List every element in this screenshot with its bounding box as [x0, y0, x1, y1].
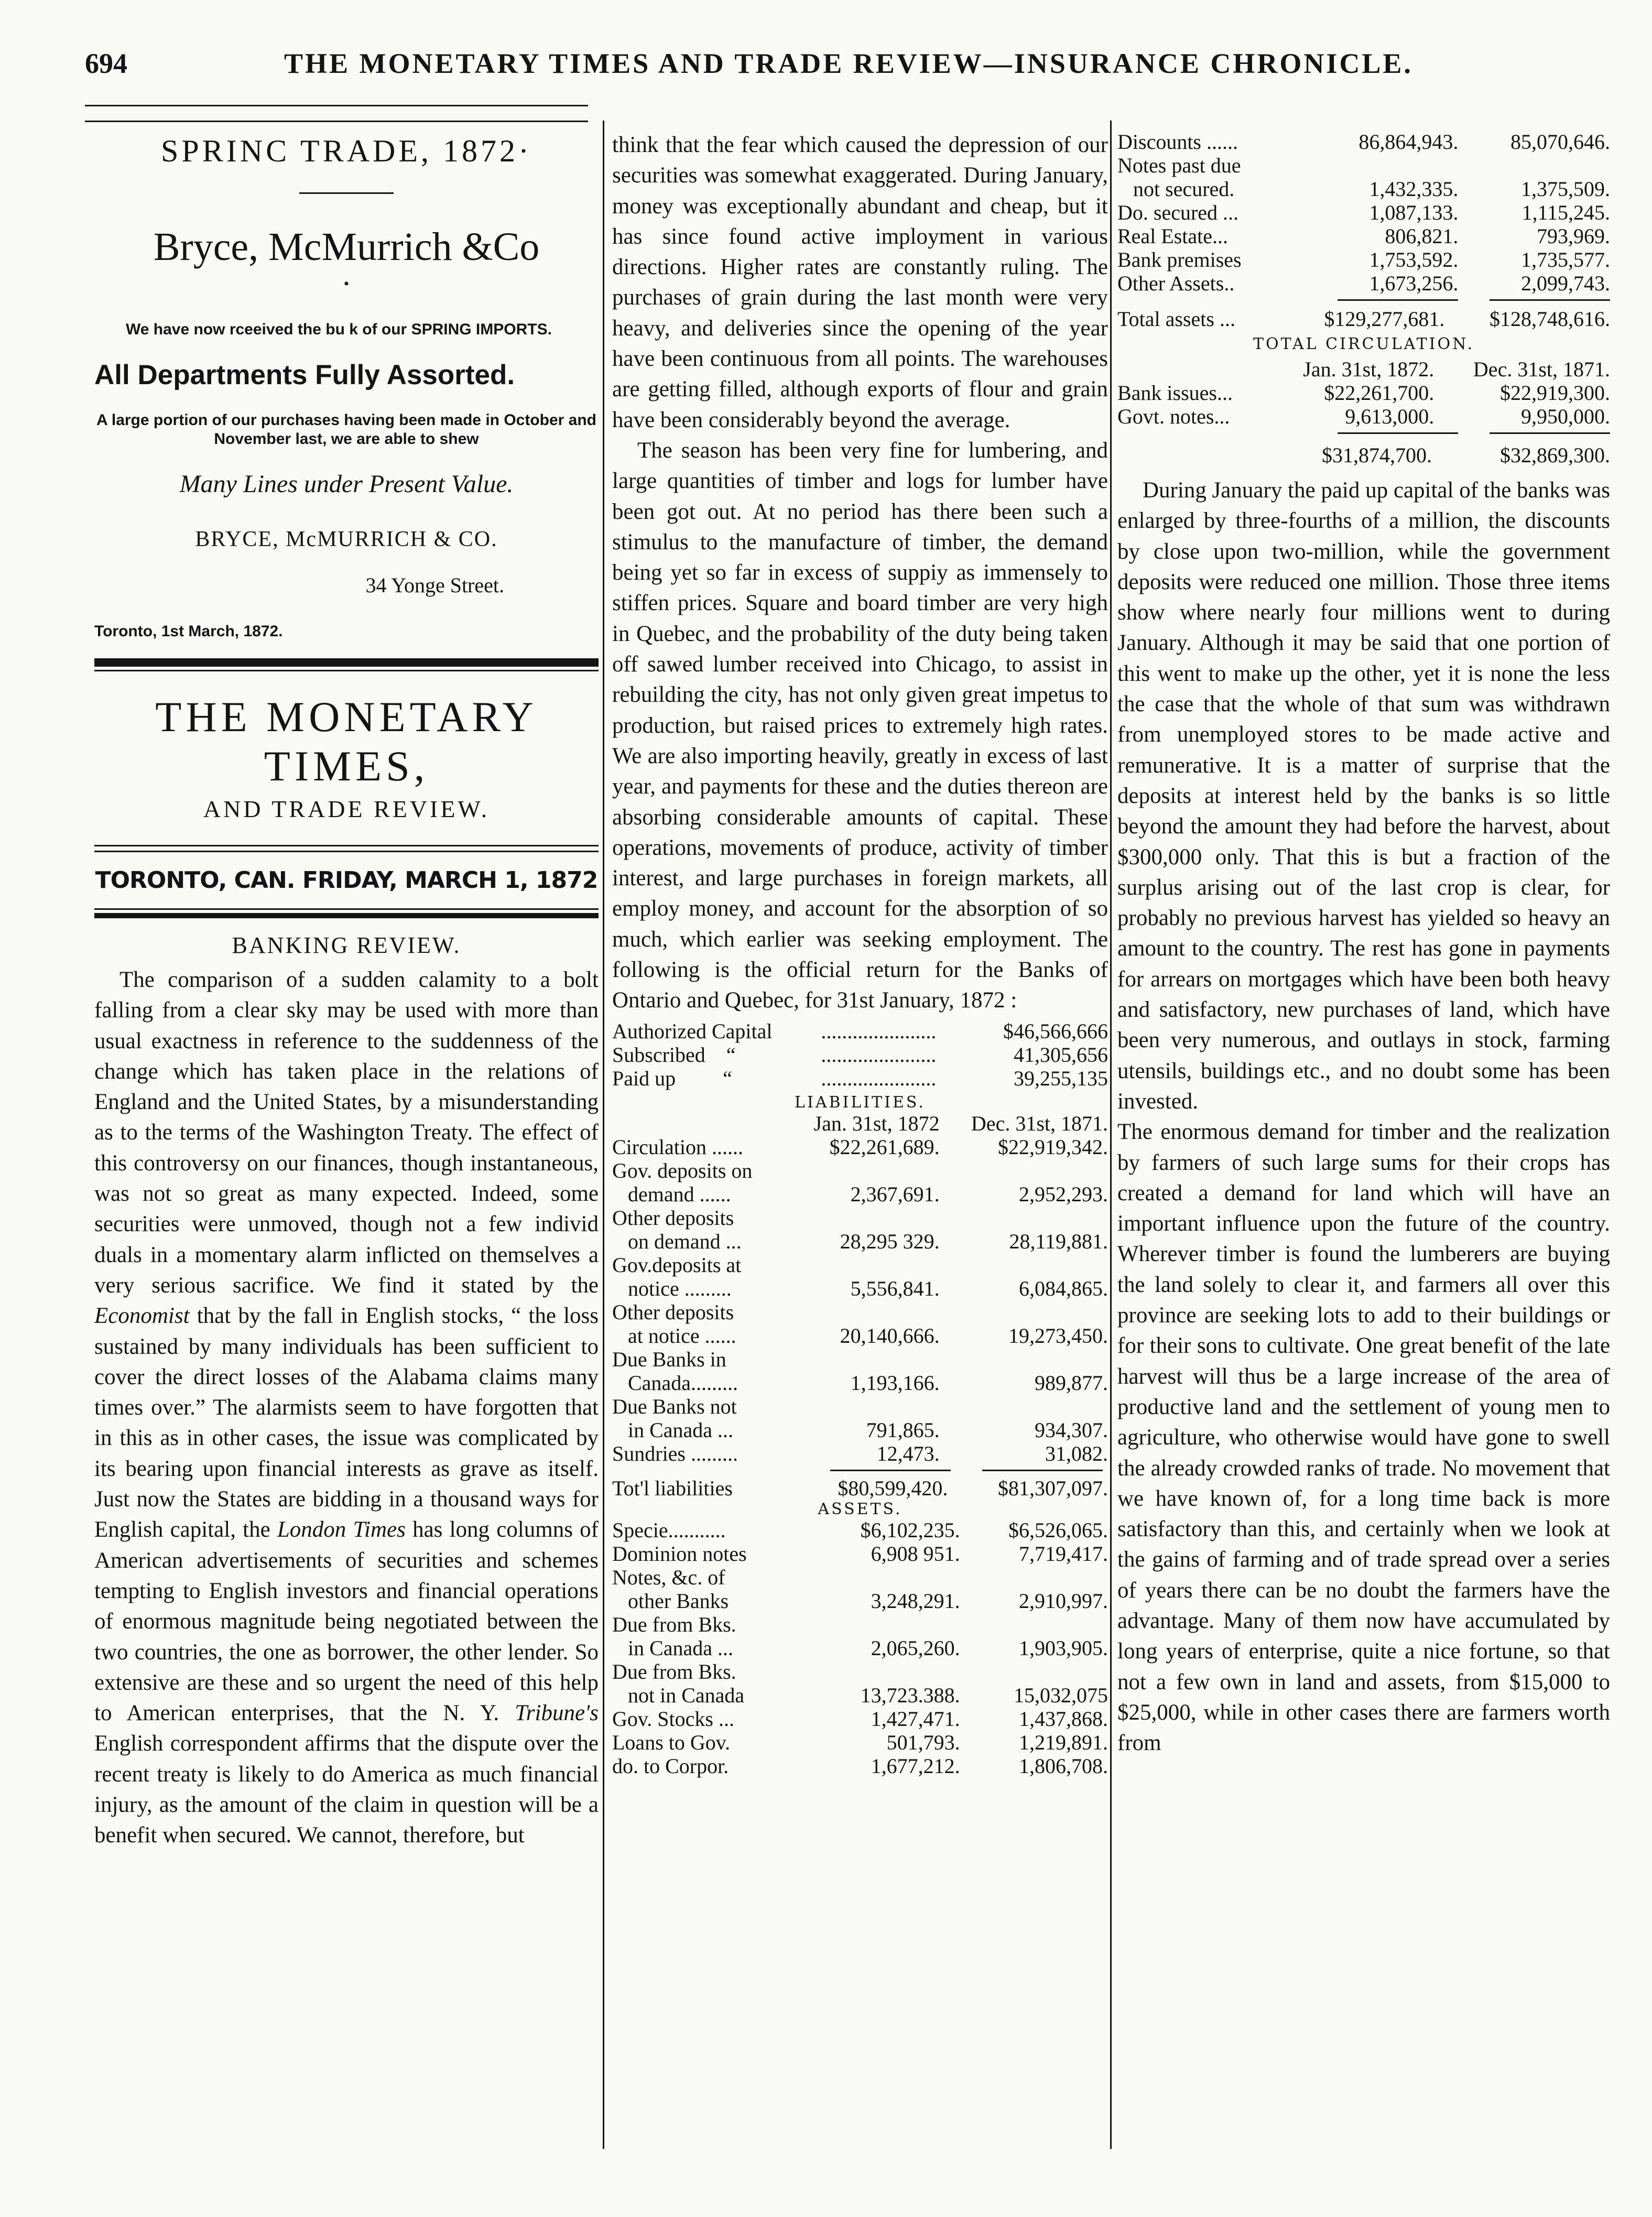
table-row: [612, 1566, 1108, 1613]
value-cell: 1,806,708.: [1019, 1754, 1108, 1778]
value-cell: 1,903,905.: [1019, 1636, 1108, 1660]
value-cell: 2,910,997.: [1019, 1589, 1108, 1613]
capital-label: Authorized Capital: [612, 1019, 773, 1043]
ad-date: Toronto, 1st March, 1872.: [94, 623, 283, 640]
ad-firm-name: Bryce, McMurrich &Co: [153, 225, 540, 269]
ad-received: We have now rceeived the bu k of our SPRING IMPORTS.: [126, 321, 552, 338]
col2-paragraph-2: The season has been very fine for lumbering, and large quantities of timber and logs for lumber have been got out. At no period has there been such a stimulus to the manufacture of timber, the demand being yet so far in excess of suppiy as immensely to stiffen prices. Square and board timber are very high in Quebec, and the probability of the duty being taken off sawed lumber received into Chicago, to assist in rebuilding the city, has not only given great impetus to production, but raised prices to extremely high rates. We are also importing heavily, greatly in excess of last year, and payments for these and the duties thereon are absorbing considerable amounts of capital. These operations, movements of produce, activity of timber interest, and large purchases in foreign markets, all employ money, and account for the absorption of so much, which earlier was seeking employment. The following is the official return for the Banks of Ontario and Quebec, for 31st January, 1872 :: [612, 438, 1108, 1013]
column-header: Jan. 31st, 1872.: [1303, 357, 1434, 381]
column-2: [612, 130, 1108, 2144]
value-cell: 1,219,891.: [1019, 1730, 1108, 1754]
row-label-line: do. to Corpor.: [612, 1754, 729, 1778]
row-label: [612, 1754, 812, 1778]
column-3: [1117, 130, 1610, 2144]
capital-label: Paid up: [612, 1066, 676, 1090]
value-cell: 989,877.: [1035, 1371, 1108, 1395]
running-title: THE MONETARY TIMES AND TRADE REVIEW—INSURANCE CHRONICLE.: [284, 48, 1413, 79]
value-cell: $22,919,342.: [998, 1135, 1108, 1159]
table-row: [1117, 224, 1610, 248]
row-label-line: Gov. deposits on: [612, 1158, 753, 1182]
table-row: [612, 1019, 1108, 1043]
economist-title: Economist: [94, 1303, 190, 1329]
row-label-line: Notes past due: [1117, 154, 1241, 177]
value-cell: $6,102,235.: [860, 1518, 960, 1542]
value-cell: 7,719,417.: [1019, 1541, 1108, 1566]
row-label: [1117, 405, 1266, 428]
row-label: [612, 1707, 812, 1731]
value-cell: 12,473.: [876, 1441, 940, 1465]
row-label-line: Bank issues...: [1117, 381, 1233, 405]
total-value: $31,874,700.: [1322, 443, 1432, 467]
masthead-subtitle: AND TRADE REVIEW.: [203, 796, 490, 822]
row-label-line: Notes, &c. of: [612, 1565, 725, 1589]
table-row: [612, 1067, 1108, 1090]
table-row: [1117, 443, 1610, 467]
value-cell: 19,273,450.: [1008, 1323, 1108, 1347]
row-label-line: on demand ...: [628, 1229, 742, 1253]
value-cell: 791,865.: [866, 1418, 940, 1442]
liabilities-title: LIABILITIES.: [795, 1093, 926, 1112]
row-label: [1117, 381, 1266, 405]
row-label: [612, 1347, 785, 1395]
ad-divider: [299, 192, 394, 194]
total-rule: [1338, 432, 1458, 434]
table-row: [612, 1300, 1108, 1347]
table-row: [612, 1043, 1108, 1067]
value-cell: 2,065,260.: [871, 1636, 960, 1660]
table-row: [612, 1135, 1108, 1159]
row-label: [612, 1253, 785, 1300]
dots: ......................: [821, 1042, 937, 1067]
row-label-line: Sundries .........: [612, 1441, 738, 1465]
table-row: [612, 1159, 1108, 1206]
row-label: [1117, 130, 1307, 154]
p1c-text: has long columns of American advertisements of securities and schemes tempting to English investors and financial operations of enormous magnitude being negotiated between the two countries, the one as borrower, the other lender. So extensive are these and so urgent the need of this help to American enterprises, that the N. Y.: [94, 1517, 599, 1726]
p1-text: The comparison of a sudden calamity to a bolt falling from a clear sky may be used with more than usual exactness in reference to the suddenness of the change which has taken place in the relations of England and the United States, by a misunderstanding as to the terms of the Washington Treaty. The effect of this controversy on our finances, though instantaneous, was not so great as many expected. Indeed, some securities were unmoved, though not a few individ duals in a momentary alarm inflicted on themselves a very serious sacrifice. We find it stated by the: [94, 968, 599, 1298]
ad-address: 34 Yonge Street.: [365, 573, 504, 597]
row-label-line: Dominion notes: [612, 1541, 747, 1566]
total-value: $129,277,681.: [1324, 307, 1445, 331]
section-title: BANKING REVIEW.: [232, 932, 461, 958]
masthead: [94, 692, 599, 823]
row-label-line: Due Banks not: [612, 1394, 737, 1418]
total-value: $80,599,420.: [838, 1476, 948, 1500]
row-label-line: Circulation ......: [612, 1135, 743, 1159]
page-number: 694: [85, 48, 127, 79]
table-row: [612, 1613, 1108, 1660]
header-rule: [85, 105, 588, 106]
ad-departments: All Departments Fully Assorted.: [94, 360, 515, 390]
row-label-line: notice .........: [628, 1276, 732, 1300]
thick-rule: [94, 658, 599, 667]
table-row: [612, 1476, 1108, 1500]
dots: ......................: [821, 1019, 937, 1043]
row-label: [612, 1206, 785, 1253]
column-header: Dec. 31st, 1871.: [971, 1111, 1108, 1135]
table-row: [612, 1754, 1108, 1778]
table-row: [1117, 271, 1610, 295]
value-cell: 1,193,166.: [850, 1371, 940, 1395]
value-cell: 28,119,881.: [1009, 1229, 1108, 1253]
capital-label-cell: [612, 1067, 821, 1090]
row-label: [612, 1566, 812, 1613]
value-cell: 1,432,335.: [1369, 177, 1459, 201]
date-rule-2: [94, 913, 599, 918]
row-label-line: Gov.deposits at: [612, 1253, 742, 1277]
table-row: [1117, 307, 1610, 331]
ad-heading: SPRINC TRADE, 1872·: [161, 134, 532, 168]
blank-cell: [1117, 443, 1254, 467]
capital-value: 41,305,656: [1014, 1042, 1108, 1067]
row-label-line: Other Assets..: [1117, 271, 1235, 295]
row-label: [612, 1613, 812, 1660]
circulation-table: [1117, 357, 1610, 428]
row-label-line: Other deposits: [612, 1205, 734, 1230]
ad-signature: BRYCE, McMURRICH & CO.: [195, 527, 498, 551]
value-cell: 13,723.388.: [860, 1683, 960, 1707]
value-cell: 1,375,509.: [1521, 177, 1610, 201]
total-rule: [1490, 432, 1610, 434]
ditto-mark: “: [726, 1042, 736, 1067]
table-row: [612, 1206, 1108, 1253]
column-1: [94, 130, 599, 2144]
liabilities-table: [612, 1112, 1108, 1465]
blank-cell: [1117, 357, 1266, 381]
value-cell: 1,753,592.: [1369, 248, 1459, 271]
table-row: [1117, 154, 1610, 201]
dots: ......................: [821, 1066, 937, 1090]
mast-rule-1: [94, 845, 599, 846]
page-header: [85, 47, 1615, 94]
capital-label: Subscribed: [612, 1042, 705, 1067]
dateline: TORONTO, CAN. FRIDAY, MARCH 1, 1872: [95, 867, 598, 894]
header-rule-short: [85, 121, 588, 122]
col3-paragraph-2: The enormous demand for timber and the realization by farmers of such large sums for their crops has created a demand for land which will have an important influence upon the future of the country. Wherever timber is found the lumberers are buying the land solely to clear it, and farmers all over this province are seeking lots to add to their buildings or for their sons to cultivate. One great benefit of the late harvest will thus be a large increase of the area of productive land and the settlement of young men to agriculture, who otherwise would have gone to swell the already crowded ranks of trade. No movement that we have known of, for a long time back is more satisfactory than this, and certainly when we look at the gains of farming and of trade spread over a series of years there can be no doubt the farmers have the advantage. Many of them now have accumulated by long years of enterprise, quite a nice fortune, so that not a few own in land and assets, from $15,000 to $25,000, while in other cases there are farmers worth from: [1117, 1120, 1610, 1756]
row-label: [612, 1300, 785, 1347]
value-cell: 6,084,865.: [1019, 1276, 1108, 1300]
row-label-line: not in Canada: [628, 1683, 745, 1707]
table-row: [612, 1518, 1108, 1542]
capital-label-cell: [612, 1043, 821, 1067]
row-label: [1117, 201, 1307, 224]
table-row: [1117, 405, 1610, 428]
value-cell: 2,367,691.: [850, 1182, 940, 1206]
thin-rule: [94, 670, 599, 671]
row-label-line: Specie...........: [612, 1518, 726, 1542]
total-value: $32,869,300.: [1500, 443, 1610, 467]
assets-title: ASSETS.: [818, 1499, 903, 1518]
row-label-line: Canada.........: [628, 1371, 738, 1395]
table-row: [1117, 130, 1610, 154]
row-label-line: Gov. Stocks ...: [612, 1707, 734, 1731]
article-paragraph-1: [94, 965, 599, 1851]
row-label-line: in Canada ...: [628, 1418, 734, 1442]
value-cell: 31,082.: [1045, 1441, 1108, 1465]
value-cell: 86,864,943.: [1358, 130, 1459, 154]
value-cell: 1,115,245.: [1521, 201, 1610, 224]
column-rule-right: [1110, 121, 1112, 2149]
table-row: [1117, 248, 1610, 271]
table-row: [612, 1707, 1108, 1731]
value-cell: 934,307.: [1035, 1418, 1108, 1442]
capital-value: $46,566,666: [1003, 1019, 1108, 1043]
p1b-text: that by the fall in English stocks, “ the loss sustained by many individuals has been sufficient to cover the direct losses of the Alabama claims many times over.” The alarmists seem to have forgotten that in this as in other cases, the issue was complicated by its bearing upon financial interests as grave as itself. Just now the States are bidding in a thousand ways for English capital, the: [94, 1303, 599, 1542]
table-row: [612, 1731, 1108, 1754]
value-cell: $22,261,689.: [829, 1135, 940, 1159]
assets-total-table: [1117, 307, 1610, 331]
col2-paragraph-1: think that the fear which caused the depression of our securities was somewhat exaggerated. During January, money was exceptionally abundant and cheap, but it has since found active imployment in various directions. Higher rates are constantly ruling. The purchases of grain during the last month were very heavy, and deliveries since the opening of the year have been continuous from all points. The warehouses are getting filled, although exports of flour and grain have been considerably beyond the average.: [612, 133, 1108, 432]
table-row: [1117, 381, 1610, 405]
table-row: [612, 1347, 1108, 1395]
value-cell: $22,919,300.: [1500, 381, 1610, 405]
capital-value: 39,255,135: [1014, 1066, 1108, 1090]
liab-total-rules: [612, 1470, 1108, 1471]
blank-cell: [612, 1112, 785, 1135]
value-cell: 806,821.: [1385, 224, 1459, 248]
value-cell: 1,677,212.: [871, 1754, 960, 1778]
row-label: [1117, 248, 1307, 271]
value-cell: 501,793.: [886, 1730, 960, 1754]
column-rule-left: [603, 121, 604, 2149]
row-label-line: Due from Bks.: [612, 1612, 736, 1636]
advertisement: [94, 133, 599, 640]
row-label-line: Due from Bks.: [612, 1659, 736, 1683]
date-rule-1: [94, 908, 599, 910]
ditto-mark: “: [723, 1066, 732, 1090]
row-label: [612, 1518, 812, 1542]
table-row: [612, 1395, 1108, 1442]
ad-purchases: A large portion of our purchases having been made in October and November last, we are able to shew: [96, 411, 597, 448]
row-label-line: Other deposits: [612, 1300, 734, 1324]
ad-lines: Many Lines under Present Value.: [179, 470, 514, 498]
row-label-line: Real Estate...: [1117, 224, 1229, 248]
masthead-title: THE MONETARY TIMES,: [155, 693, 538, 790]
p1d-text: English correspondent affirms that the dispute over the recent treaty is likely to do America as much financial injury, as the amount of the claim in question will be a benefit when secured. We cannot, therefore, but: [94, 1731, 599, 1848]
table-row: [612, 1442, 1108, 1465]
assets-table: [612, 1518, 1108, 1778]
value-cell: 1,427,471.: [871, 1707, 960, 1731]
value-cell: 3,248,291.: [871, 1589, 960, 1613]
value-cell: 85,070,646.: [1510, 130, 1610, 154]
table-row: [1117, 201, 1610, 224]
row-label-line: Govt. notes...: [1117, 405, 1230, 428]
value-cell: 9,613,000.: [1345, 405, 1434, 428]
row-label: [1117, 154, 1307, 201]
column-header: Jan. 31st, 1872: [813, 1111, 940, 1135]
value-cell: 2,099,743.: [1521, 271, 1610, 295]
row-label: [612, 1395, 785, 1442]
value-cell: 2,952,293.: [1019, 1182, 1108, 1206]
row-label-line: other Banks: [628, 1589, 729, 1613]
row-label-line: Bank premises: [1117, 248, 1242, 271]
total-label: Tot'l liabilities: [612, 1476, 733, 1500]
row-label-line: Loans to Gov.: [612, 1730, 731, 1754]
assets-table-continued: [1117, 130, 1610, 295]
row-label-line: not secured.: [1133, 177, 1235, 201]
table-header-row: [1117, 357, 1610, 381]
value-cell: 20,140,666.: [840, 1323, 940, 1347]
value-cell: 15,032,075: [1014, 1683, 1108, 1707]
total-label: Total assets ...: [1117, 307, 1235, 331]
value-cell: 1,735,577.: [1521, 248, 1610, 271]
total-rule: [830, 1470, 951, 1471]
value-cell: 793,969.: [1537, 224, 1610, 248]
london-times-title: London Times: [277, 1517, 406, 1542]
row-label-line: demand ......: [628, 1182, 731, 1206]
value-cell: 28,295 329.: [840, 1229, 940, 1253]
value-cell: 1,673,256.: [1369, 271, 1459, 295]
row-label: [612, 1159, 785, 1206]
row-label-line: Do. secured ...: [1117, 201, 1239, 224]
value-cell: $6,526,065.: [1008, 1518, 1108, 1542]
column-header: Dec. 31st, 1871.: [1473, 357, 1610, 381]
row-label: [612, 1731, 812, 1754]
row-label-line: at notice ......: [628, 1323, 736, 1347]
value-cell: 6,908 951.: [871, 1541, 960, 1566]
assets-total-rules: [1117, 299, 1610, 301]
row-label-line: in Canada ...: [628, 1636, 734, 1660]
circ-total-rules: [1117, 432, 1610, 434]
tribune-title: Tribune's: [515, 1701, 599, 1726]
value-cell: 5,556,841.: [850, 1276, 940, 1300]
total-rule: [1490, 299, 1610, 301]
row-label: [612, 1135, 785, 1159]
bullet: •: [343, 275, 350, 292]
row-label-line: Due Banks in: [612, 1347, 726, 1371]
circulation-title: TOTAL CIRCULATION.: [1253, 335, 1474, 353]
col3-paragraph-1: During January the paid up capital of the banks was enlarged by three-fourths of a million, the discounts by close upon two-million, while the government deposits were reduced one million. Those three items show where nearly four millions went to during January. Although it may be said that one portion of this went to make up the other, yet it is none the less the case that the whole of that sum was withdrawn from unemployed stores to be made active and remunerative. It is a matter of surprise that the deposits at interest held by the banks is so little beyond the amount they had before the harvest, about $300,000 only. That this is but a fraction of the surplus arising out of the last crop is clear, for probably no previous harvest has yielded so heavy an amount to the country. The rest has gone in payments for arrears on mortgages which have been both heavy and satisfactory, new purchases of land, which have been very numerous, and outlays in stock, farming utensils, buildings etc., and no doubt some has been invested.: [1117, 478, 1610, 1114]
total-value: $81,307,097.: [998, 1476, 1108, 1500]
table-row: [612, 1253, 1108, 1300]
value-cell: 1,087,133.: [1369, 201, 1459, 224]
value-cell: $22,261,700.: [1324, 381, 1434, 405]
row-label: [1117, 224, 1307, 248]
row-label-line: Discounts ......: [1117, 130, 1238, 154]
table-row: [612, 1542, 1108, 1566]
total-rule: [982, 1470, 1103, 1471]
row-label: [1117, 271, 1307, 295]
table-row: [612, 1660, 1108, 1707]
total-value: $128,748,616.: [1490, 307, 1610, 331]
circulation-total-table: [1117, 443, 1610, 467]
mast-rule-2: [94, 851, 599, 852]
value-cell: 1,437,868.: [1019, 1707, 1108, 1731]
capital-table: [612, 1019, 1108, 1090]
row-label: [612, 1542, 812, 1566]
liabilities-total-table: [612, 1476, 1108, 1500]
row-label: [612, 1660, 812, 1707]
value-cell: 9,950,000.: [1521, 405, 1610, 428]
row-label: [612, 1442, 785, 1465]
total-rule: [1338, 299, 1458, 301]
table-header-row: [612, 1112, 1108, 1135]
